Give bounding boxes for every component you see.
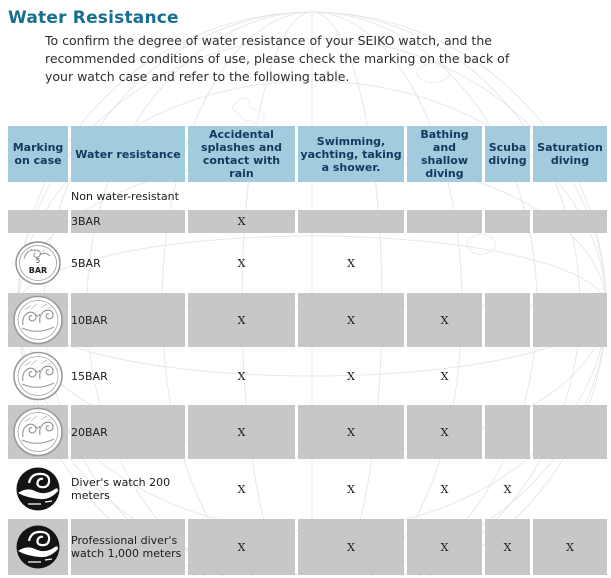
page-title: Water Resistance xyxy=(8,8,179,28)
col-header-bathing: Bathing and shallow diving xyxy=(407,126,482,182)
mark-cell: X xyxy=(407,405,482,459)
water-resistance-label: Diver's watch 200 meters xyxy=(71,476,171,502)
marking-cell xyxy=(8,185,68,207)
mark-cell xyxy=(485,185,530,207)
mark-cell xyxy=(533,405,607,459)
mark-cell: X xyxy=(347,369,355,383)
5bar-marking-icon xyxy=(14,240,62,286)
water-resistance-label: 3BAR xyxy=(71,210,185,233)
divers-watch-marking-icon xyxy=(15,466,61,512)
mark-cell: X xyxy=(188,519,295,575)
mark-cell xyxy=(188,185,295,207)
5bar-icon-number: 5 xyxy=(35,257,41,265)
wave-marking-icon xyxy=(11,350,65,402)
mark-cell xyxy=(533,236,607,290)
mark-cell xyxy=(485,236,530,290)
divers-watch-marking-icon xyxy=(15,524,61,570)
water-resistance-label: Non water-resistant xyxy=(71,189,179,203)
mark-cell: X xyxy=(533,519,607,575)
mark-cell xyxy=(407,236,482,290)
mark-cell: X xyxy=(347,482,355,496)
mark-cell: X xyxy=(188,210,295,233)
col-header-water-resistance: Water resistance xyxy=(71,126,185,182)
mark-cell xyxy=(533,210,607,233)
mark-cell: X xyxy=(188,293,295,347)
marking-cell xyxy=(8,236,68,290)
table-row xyxy=(8,519,607,575)
mark-cell: X xyxy=(237,482,246,496)
mark-cell: X xyxy=(407,519,482,575)
mark-cell: X xyxy=(188,405,295,459)
table-row xyxy=(8,462,607,516)
mark-cell xyxy=(533,185,607,207)
wave-marking-icon xyxy=(11,294,65,346)
mark-cell xyxy=(485,350,530,402)
table-row xyxy=(8,210,607,233)
mark-cell: X xyxy=(298,519,404,575)
mark-cell: X xyxy=(440,369,449,383)
mark-cell xyxy=(298,210,404,233)
mark-cell: X xyxy=(237,256,246,270)
marking-cell xyxy=(8,462,68,516)
col-header-scuba-diving: Scuba diving xyxy=(485,126,530,182)
mark-cell xyxy=(533,293,607,347)
water-resistance-label: Professional diver's watch 1,000 meters xyxy=(71,519,185,575)
col-header-saturation-diving: Saturation diving xyxy=(533,126,607,182)
mark-cell: X xyxy=(503,482,512,496)
water-resistance-label: 10BAR xyxy=(71,293,185,347)
marking-cell xyxy=(8,293,68,347)
mark-cell: X xyxy=(298,405,404,459)
col-header-swimming: Swimming, yachting, taking a shower. xyxy=(298,126,404,182)
mark-cell xyxy=(533,350,607,402)
mark-cell: X xyxy=(440,482,449,496)
water-resistance-label: 5BAR xyxy=(71,256,101,270)
5bar-icon-text: BAR xyxy=(28,266,48,275)
marking-cell xyxy=(8,350,68,402)
mark-cell xyxy=(407,185,482,207)
mark-cell xyxy=(298,185,404,207)
water-resistance-label: 20BAR xyxy=(71,405,185,459)
mark-cell: X xyxy=(237,369,246,383)
mark-cell xyxy=(533,462,607,516)
table-row xyxy=(8,293,607,347)
water-resistance-table xyxy=(5,123,610,578)
mark-cell: X xyxy=(298,293,404,347)
mark-cell xyxy=(485,405,530,459)
table-row xyxy=(8,236,607,290)
table-header-row xyxy=(8,126,607,182)
mark-cell: X xyxy=(347,256,355,270)
table-row xyxy=(8,350,607,402)
marking-cell xyxy=(8,519,68,575)
col-header-marking-on-case: Marking on case xyxy=(8,126,68,182)
mark-cell xyxy=(407,210,482,233)
mark-cell xyxy=(485,293,530,347)
marking-cell xyxy=(8,210,68,233)
intro-text: To confirm the degree of water resistance of your SEIKO watch, and the recommended conditions of use, please check the marking on the back of your watch case and refer to the following table. xyxy=(45,33,510,84)
col-header-accidental-splashes: Accidental splashes and contact with rain xyxy=(188,126,295,182)
water-resistance-label: 15BAR xyxy=(71,369,108,383)
mark-cell: X xyxy=(407,293,482,347)
mark-cell: X xyxy=(485,519,530,575)
table-row xyxy=(8,405,607,459)
marking-cell xyxy=(8,405,68,459)
mark-cell xyxy=(485,210,530,233)
table-row xyxy=(8,185,607,207)
wave-marking-icon xyxy=(11,406,65,458)
